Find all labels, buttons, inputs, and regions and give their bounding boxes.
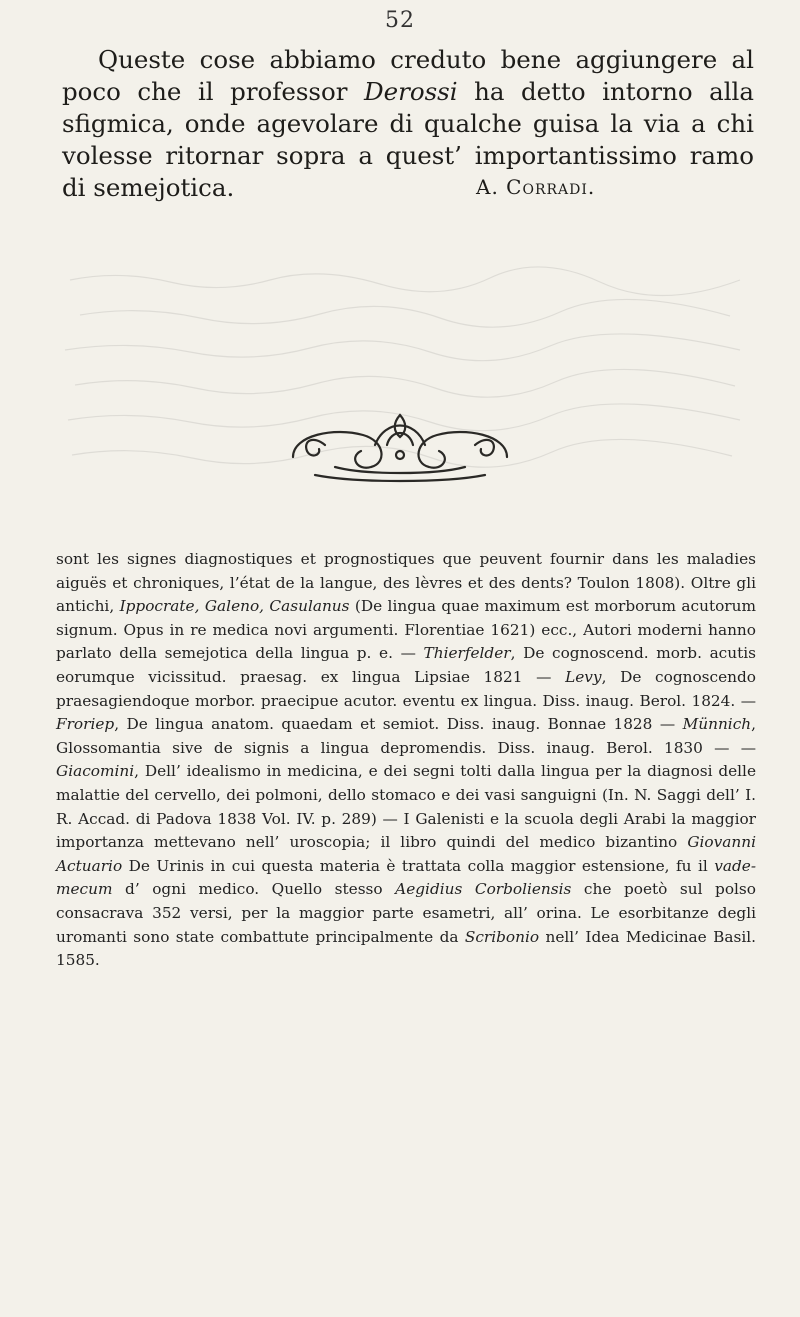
italic-text: Giacomini [56, 762, 135, 781]
author-signature: A. Corradi. [476, 175, 596, 199]
italic-text: Ippocrate, Galeno, Casulanus [119, 597, 350, 616]
footnote-text [56, 548, 756, 973]
italic-text: Aegidius Corboliensis [395, 880, 572, 899]
text-run: che poetò sul polso consacrava 352 versi, per la maggior parte esametri, all’ orina. Le esorbitanze degli uromanti sono state combattute principalmente da [56, 880, 756, 946]
text-run: , Glossomantia sive de signis a lingua depromendis. Diss. inaug. Berol. 1830 — — [56, 715, 756, 757]
text-run: Queste cose abbiamo creduto bene aggiungere al poco che il professor [62, 45, 754, 106]
text-run: , De cognoscend. morb. acutis eorumque vicissitud. praesag. ex lingua Lipsiae 1821 — [56, 644, 756, 686]
text-run: nell’ Idea Medicinae Basil. 1585. [56, 927, 756, 970]
text-run: (De lingua quae maximum est morborum acutorum signum. Opus in re medica novi argumenti. Florentiae 1621) ecc., Autori moderni hanno parlato della semejotica della lingua p. e. — [56, 597, 756, 663]
italic-text: Münnich [682, 715, 752, 734]
italic-text: vade-mecum [56, 856, 756, 899]
text-run: sont les signes diagnostiques et prognostiques que peuvent fournir dans les maladies aiguës et chroniques, l’état de la langue, des lèvres et des dents? Toulon 1808). Oltre gli antichi, [56, 550, 756, 616]
italic-text: Giovanni Actuario [56, 833, 756, 875]
italic-text: Scribonio [464, 927, 540, 946]
text-run: d’ ogni medico. Quello stesso [112, 880, 396, 899]
italic-text: Derossi [363, 77, 458, 106]
text-run: , Dell’ idealismo in medicina, e dei segni tolti dalla lingua per la diagnosi delle malattie del cervello, dei polmoni, dello stomaco e dei vasi sanguigni (In. N. Saggi dell’ I. R. Accad. di Padova 1838 Vol. IV. p. 289) — I Galenisti e la scuola degli Arabi la maggior importanza mettevano nell’ uroscopia; il libro quindi del medico bizantino [56, 762, 756, 852]
text-run: ha detto intorno alla sfigmica, onde agevolare di qualche guisa la via a chi volesse ritornar sopra a quest’ importantissimo ramo di semejotica. [62, 77, 754, 202]
italic-text: Levy [565, 667, 602, 686]
text-run: De Urinis in cui questa materia è trattata colla maggior estensione, fu il [122, 856, 715, 875]
italic-text: Froriep [56, 715, 115, 734]
text-run: , De lingua anatom. quaedam et semiot. Diss. inaug. Bonnae 1828 — [114, 715, 683, 734]
page-number: 52 [385, 8, 415, 33]
text-run: , De cognoscendo praesagiendoque morbor. praecipue acutor. eventu ex lingua. Diss. inaug. Berol. 1824. — [56, 667, 757, 710]
italic-text: Thierfelder [423, 644, 511, 663]
footnote-block [56, 548, 756, 973]
ornament-flourish-icon [275, 405, 525, 495]
